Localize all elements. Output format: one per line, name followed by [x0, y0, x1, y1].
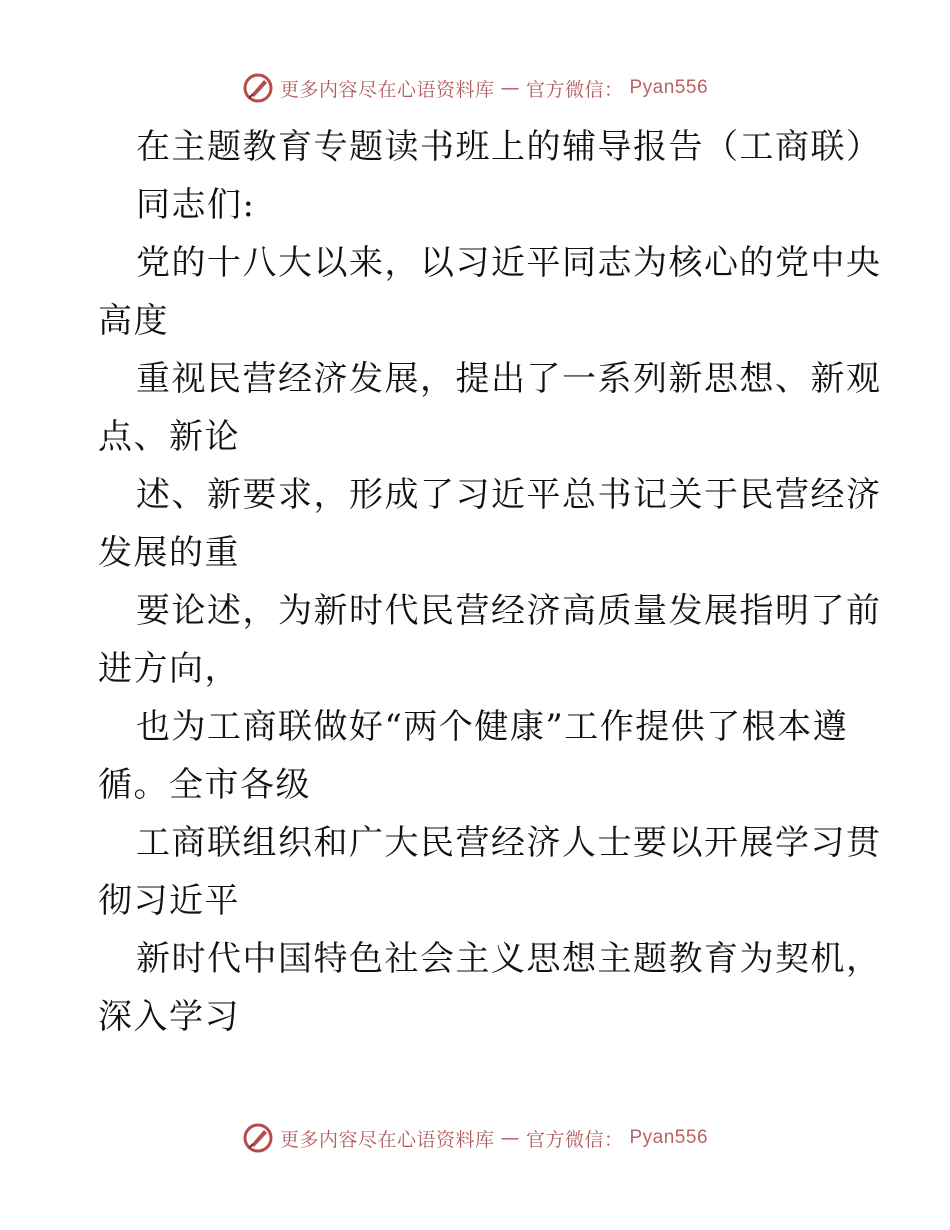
text-line: 党的十八大以来，以习近平同志为核心的党中央: [136, 243, 882, 283]
text-line: 要论述，为新时代民营经济高质量发展指明了前: [136, 591, 882, 631]
text-line: 重视民营经济发展，提出了一系列新思想、新观: [136, 359, 882, 399]
text-line: 也为工商联做好“两个健康”工作提供了根本遵: [136, 707, 849, 747]
quill-logo-icon: [242, 72, 274, 104]
text-line: 高度: [98, 301, 169, 341]
watermark-suffix: 官方微信：: [525, 1128, 624, 1151]
watermark-wechat-id: Pyan556: [629, 77, 709, 98]
text-line: 进方向，: [98, 649, 240, 689]
text-line: 述、新要求，形成了习近平总书记关于民营经济: [136, 475, 882, 515]
header-watermark: [0, 72, 950, 104]
text-line: 新时代中国特色社会主义思想主题教育为契机，: [136, 939, 882, 979]
watermark-text: 更多内容尽在心语资料库: [279, 1128, 495, 1151]
text-line: 深入学习: [98, 997, 240, 1037]
watermark-wechat-id: Pyan556: [629, 1127, 709, 1148]
text-line: 彻习近平: [98, 881, 240, 921]
footer-watermark: [0, 1122, 950, 1154]
text-line: 同志们:: [136, 185, 256, 225]
text-line: 循。全市各级: [98, 765, 311, 805]
text-line: 工商联组织和广大民营经济人士要以开展学习贯: [136, 823, 882, 863]
text-line: 发展的重: [98, 533, 240, 573]
text-line: 点、新论: [98, 417, 240, 457]
quill-logo-icon: [242, 1122, 274, 1154]
document-body: [98, 118, 882, 1046]
watermark-separator: —: [500, 77, 520, 99]
watermark-suffix: 官方微信：: [525, 78, 624, 101]
watermark-text: 更多内容尽在心语资料库: [279, 78, 495, 101]
watermark-separator: —: [500, 1127, 520, 1149]
text-line: 在主题教育专题读书班上的辅导报告（工商联）: [136, 127, 882, 167]
